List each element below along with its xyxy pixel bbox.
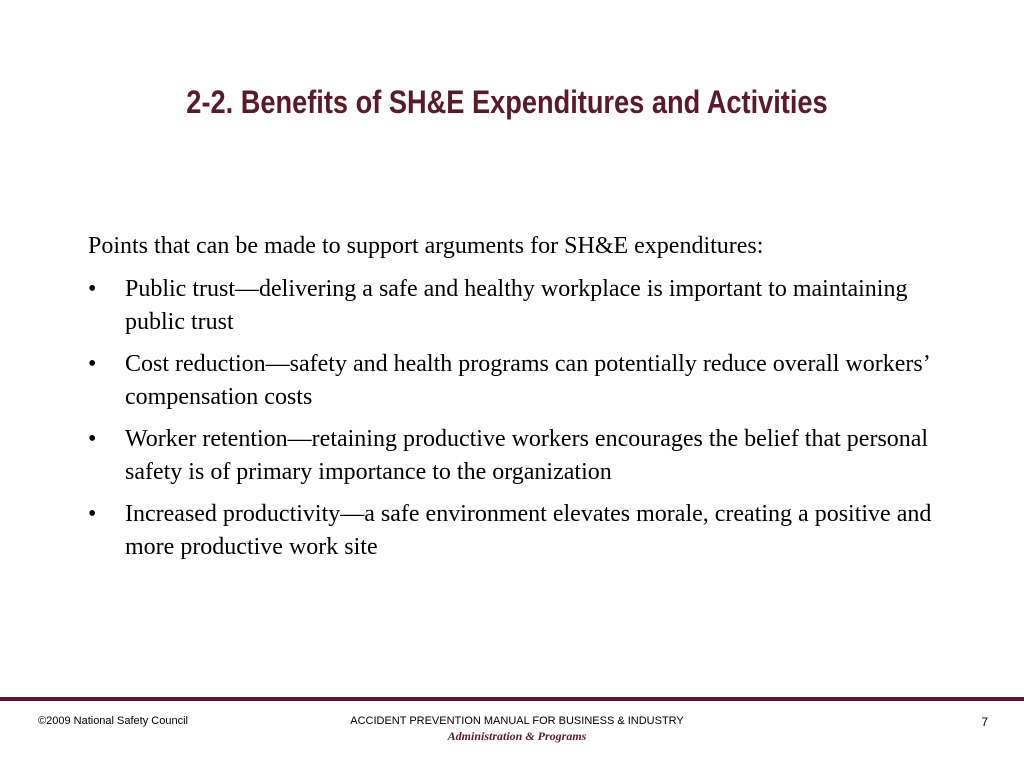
bullet-icon: • [88,425,97,452]
bullet-icon: • [88,275,97,302]
intro-text: Points that can be made to support arguments for SH&E expenditures: [88,233,764,259]
footer-divider [0,697,1024,701]
footer-manual [262,715,772,744]
bullet-text: Public trust—delivering a safe and healthy workplace is important to maintaining public trust [125,275,908,335]
page-number: 7 [981,715,988,729]
bullet-item [88,498,948,565]
bullet-item [88,423,948,490]
bullet-item [88,273,948,340]
footer-manual-title: ACCIDENT PREVENTION MANUAL FOR BUSINESS & INDUSTRY [350,715,684,727]
slide-title: 2-2. Benefits of SH&E Expenditures and Activities [186,84,828,120]
bullet-text: Worker retention—retaining productive workers encourages the belief that personal safety is of primary importance to the organization [125,425,929,485]
bullet-item [88,348,948,415]
bullet-icon: • [88,350,97,377]
slide-body [88,230,948,573]
bullet-text: Increased productivity—a safe environment elevates morale, creating a positive and more productive work site [125,500,932,560]
bullet-list [88,273,948,565]
footer-volume: Administration & Programs [447,729,587,743]
bullet-icon: • [88,500,97,527]
footer-copyright: ©2009 National Safety Council [38,715,188,727]
bullet-text: Cost reduction—safety and health programs can potentially reduce overall workers’ compensation costs [125,350,929,410]
